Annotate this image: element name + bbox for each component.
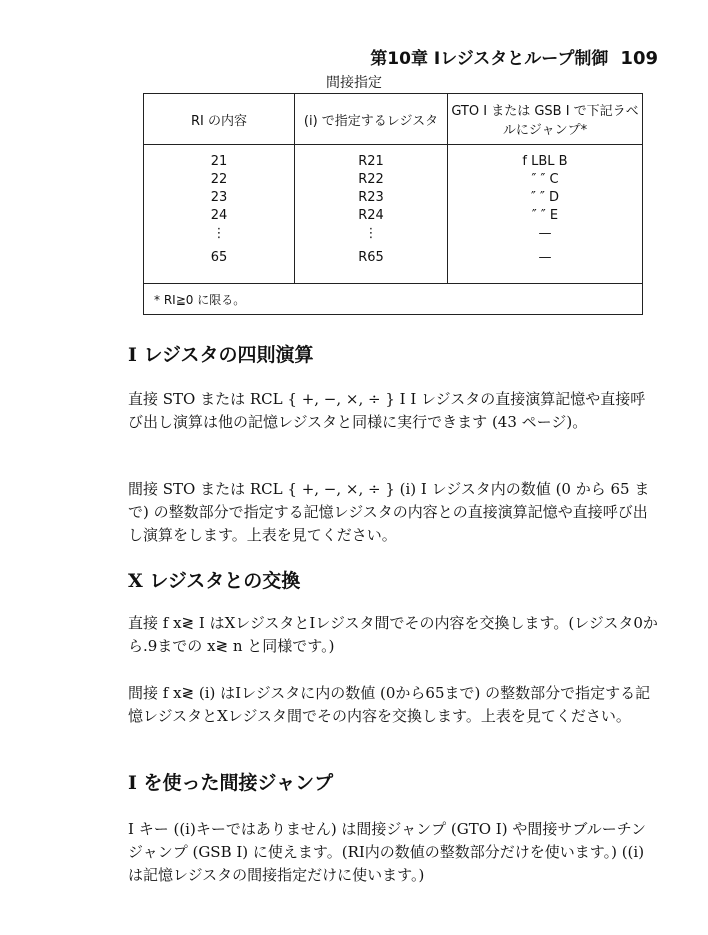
cell: 22 bbox=[210, 172, 228, 187]
cell: 23 bbox=[210, 190, 228, 205]
cell: R65 bbox=[358, 250, 384, 265]
cell: ⋮ bbox=[364, 226, 378, 241]
para-indirect-exchange: 間接 f x≷ (i) はIレジスタに内の数値 (0から65まで) の整数部分で指定する記憶レジスタとXレジスタ間でその内容を交換します。上表を見てください。 bbox=[128, 684, 651, 725]
cell: 24 bbox=[210, 208, 228, 223]
cell: f LBL B bbox=[522, 154, 568, 169]
cell: 65 bbox=[210, 250, 228, 265]
cell: R23 bbox=[358, 190, 384, 205]
cell: ″ ″ E bbox=[531, 208, 559, 223]
cell: ⋮ bbox=[212, 226, 226, 241]
page-header bbox=[370, 44, 658, 69]
chapter-title: 第10章 Iレジスタとループ制御 bbox=[370, 49, 609, 69]
cell: ″ ″ D bbox=[531, 190, 559, 205]
cell: R22 bbox=[358, 172, 384, 187]
col-ri-values bbox=[144, 145, 295, 284]
section-title-arithmetic: I レジスタの四則演算 bbox=[128, 344, 314, 366]
header-ri-content: RI の内容 bbox=[144, 94, 295, 145]
cell: ″ ″ C bbox=[531, 172, 559, 187]
para-direct-exchange: 直接 f x≷ I はXレジスタとIレジスタ間でその内容を交換します。(レジスタ0から.9までの x≷ n と同様です。) bbox=[128, 614, 658, 655]
cell: — bbox=[538, 250, 552, 265]
header-jump-label: GTO I または GSB I で下記ラベルにジャンプ* bbox=[448, 94, 643, 145]
cell: 21 bbox=[210, 154, 228, 169]
para-indirect-jump: I キー ((i)キーではありません) は間接ジャンプ (GTO I) や間接サブルーチンジャンプ (GSB I) に使えます。(RI内の数値の整数部分だけを使います。) ((i)は記憶レジスタの間接指定だけに使います。) bbox=[128, 820, 647, 884]
col-registers bbox=[295, 145, 448, 284]
col-labels bbox=[448, 145, 643, 284]
table-note: * RI≧0 に限る。 bbox=[144, 284, 643, 315]
table-caption: 間接指定 bbox=[326, 75, 382, 91]
cell: R24 bbox=[358, 208, 384, 223]
cell: — bbox=[538, 226, 552, 241]
section-title-indirect-jump: I を使った間接ジャンプ bbox=[128, 772, 334, 794]
section-title-exchange: X レジスタとの交換 bbox=[128, 570, 301, 592]
indirect-table bbox=[143, 93, 643, 315]
cell: R21 bbox=[358, 154, 384, 169]
para-indirect-arithmetic: 間接 STO または RCL { +, −, ×, ÷ } (i) I レジスタ内の数値 (0 から 65 まで) の整数部分で指定する記憶レジスタの内容との直接演算記憶や直接呼び出し演算をします。上表を見てください。 bbox=[128, 480, 650, 544]
header-register: (i) で指定するレジスタ bbox=[295, 94, 448, 145]
page-number: 109 bbox=[620, 48, 658, 69]
para-direct-arithmetic: 直接 STO または RCL { +, −, ×, ÷ } I I レジスタの直接演算記憶や直接呼び出し演算は他の記憶レジスタと同様に実行できます (43 ページ)。 bbox=[128, 390, 646, 431]
